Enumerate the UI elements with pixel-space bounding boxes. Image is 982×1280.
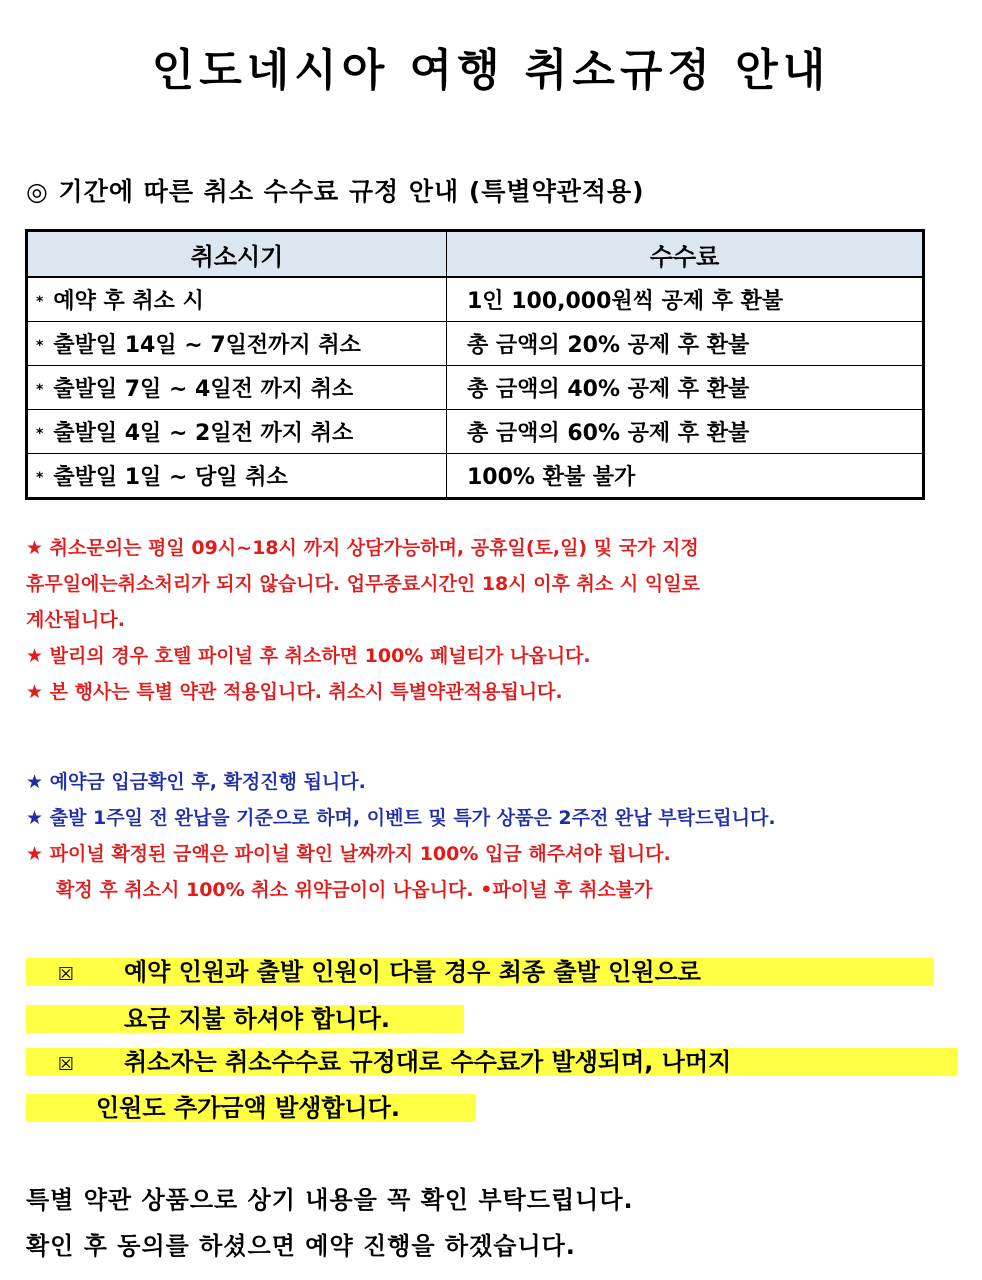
- note-line: ★ 파이널 확정된 금액은 파이널 확인 날짜까지 100% 입금 해주셔야 됩니다.: [26, 843, 671, 865]
- period-text: 출발일 1일 ~ 당일 취소: [53, 465, 288, 490]
- note-line: ★ 출발 1주일 전 완납을 기준으로 하며, 이벤트 및 특가 상품은 2주전 완납 부탁드립니다.: [26, 807, 776, 829]
- fee-cell: 1인 100,000원씩 공제 후 환불: [447, 277, 924, 322]
- cancellation-fee-table: [25, 229, 925, 500]
- period-cell: [27, 410, 447, 454]
- bullet-icon: *: [36, 338, 44, 354]
- fee-cell: 총 금액의 40% 공제 후 환불: [447, 366, 924, 410]
- checkbox-icon: ☒: [57, 1054, 75, 1075]
- bullet-icon: *: [36, 426, 44, 442]
- note-line: 계산됩니다.: [26, 609, 125, 631]
- period-cell: [27, 366, 447, 410]
- note-line: ★ 본 행사는 특별 약관 적용입니다. 취소시 특별약관적용됩니다.: [26, 681, 563, 703]
- closing-line: 특별 약관 상품으로 상기 내용을 꼭 확인 부탁드립니다.: [26, 1186, 634, 1214]
- page-title: 인도네시아 여행 취소규정 안내: [151, 45, 831, 96]
- fee-cell: 총 금액의 20% 공제 후 환불: [447, 322, 924, 366]
- period-text: 출발일 14일 ~ 7일전까지 취소: [53, 333, 361, 358]
- table-row: [27, 366, 924, 410]
- period-cell: [27, 277, 447, 322]
- section-heading: ◎ 기간에 따른 취소 수수료 규정 안내 (특별약관적용): [26, 177, 645, 206]
- period-cell: [27, 454, 447, 499]
- highlight-line: [26, 958, 934, 986]
- column-header-period: 취소시기: [27, 231, 447, 278]
- note-line: ★ 발리의 경우 호텔 파이널 후 취소하면 100% 페널티가 나옵니다.: [26, 645, 591, 667]
- bullet-icon: *: [36, 382, 44, 398]
- fee-cell: 총 금액의 60% 공제 후 환불: [447, 410, 924, 454]
- highlight-text: 취소자는 취소수수료 규정대로 수수료가 발생되며, 나머지: [124, 1048, 732, 1076]
- highlight-text: 인원도 추가금액 발생합니다.: [96, 1094, 401, 1122]
- period-text: 예약 후 취소 시: [53, 289, 204, 314]
- period-cell: [27, 322, 447, 366]
- table-row: [27, 454, 924, 499]
- note-line: ★ 취소문의는 평일 09시~18시 까지 상담가능하며, 공휴일(토,일) 및 국가 지정: [26, 537, 699, 559]
- highlight-line: [26, 1005, 464, 1033]
- highlight-line: [26, 1094, 476, 1122]
- bullet-icon: *: [36, 294, 44, 310]
- checkbox-icon: ☒: [57, 964, 75, 985]
- notes-final-block: [26, 836, 671, 908]
- highlight-text: 예약 인원과 출발 인원이 다를 경우 최종 출발 인원으로: [124, 958, 701, 986]
- table-header-row: [27, 231, 924, 278]
- note-line: 확정 후 취소시 100% 취소 위약금이이 나옵니다. •파이널 후 취소불가: [56, 879, 653, 901]
- note-line: 휴무일에는취소처리가 되지 않습니다. 업무종료시간인 18시 이후 취소 시 익일로: [26, 573, 700, 595]
- notes-red-block: [26, 530, 700, 710]
- period-text: 출발일 7일 ~ 4일전 까지 취소: [53, 377, 354, 402]
- table-row: [27, 410, 924, 454]
- bullet-icon: *: [36, 470, 44, 486]
- highlight-text: 요금 지불 하셔야 합니다.: [124, 1005, 391, 1033]
- closing-line: 확인 후 동의를 하셨으면 예약 진행을 하겠습니다.: [26, 1232, 576, 1260]
- column-header-fee: 수수료: [447, 231, 924, 278]
- table-row: [27, 322, 924, 366]
- fee-cell: 100% 환불 불가: [447, 454, 924, 499]
- table-row: [27, 277, 924, 322]
- highlight-line: [26, 1048, 958, 1076]
- period-text: 출발일 4일 ~ 2일전 까지 취소: [53, 421, 354, 446]
- note-line: ★ 예약금 입금확인 후, 확정진행 됩니다.: [26, 771, 366, 793]
- notes-blue-block: [26, 764, 776, 836]
